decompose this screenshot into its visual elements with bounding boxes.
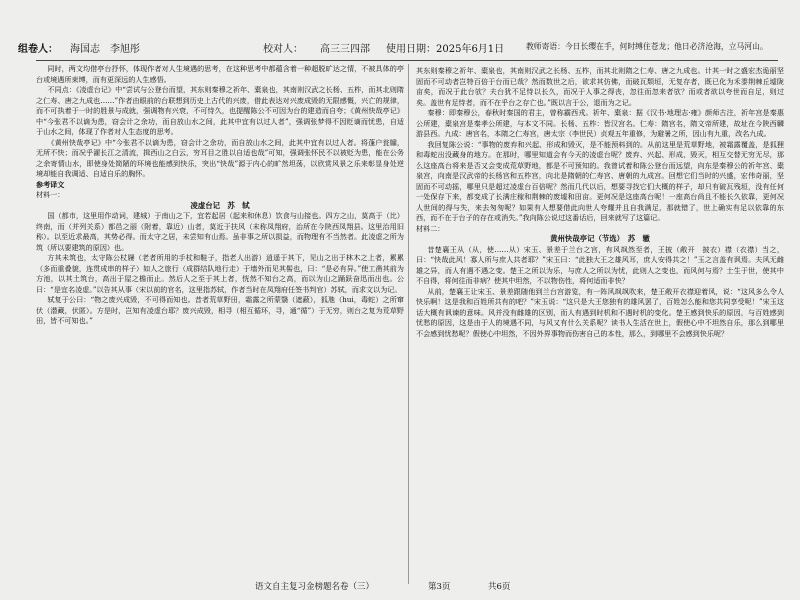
column-divider (408, 64, 409, 584)
usage-date: 使用日期：2025年6月1日 (386, 44, 505, 55)
page-header (18, 40, 788, 56)
translation-paragraph: 从前，楚襄王让宋玉、景差跟随他到兰台宫游览，有一阵风飒飒吹来，楚王敞开衣襟迎着风，说：“这风多么令人快乐啊！这是我和百姓所共有的吧？”宋玉说：“这只是大王您独有的雄风罢了，百姓怎么能和您共同享受呢！”宋玉这话大概有讽谏的意味。风并没有雌雄的区别，而人有遇到时机和不遇时机的变化。楚王感到快乐的原因，与百姓感到忧愁的原因，这是由于人的境遇不同，与风又有什么关系呢？读书人生活在世上，假使心中不坦然自乐，那么到哪里不会感到忧愁呢？假使心中坦然，不因外界事物而伤害自己的本性，那么，到哪里不会感到快乐呢？ (416, 286, 784, 338)
left-column (36, 64, 404, 584)
material-one-title: 凌虚台记 苏 轼 (190, 200, 250, 210)
reference-translation-label: 参考译文 (36, 179, 65, 189)
translation-paragraph: 轼复于公曰：“物之废兴成毁，不可得而知也。昔者荒草野田，霜露之所蒙翳（遮蔽），狐虺（hui，毒蛇）之所窜伏（潜藏，伏匿）。方是时，岂知有凌虚台耶？废兴成毁，相寻（相互循环，寻，通“循”）于无穷，则台之复为荒草野田，皆不可知也。” (36, 295, 404, 325)
annotation-paragraph: 秦穆：即秦穆公，春秋时秦国的君主，曾称霸西戎。祈年、橐泉：据《汉书·地理志·雍》颜师古注，祈年宫是秦惠公所建，橐泉宫是秦孝公所建，与本文不同。长杨、五柞：皆汉宫名。仁寿：隋宫名，隋文帝所建，故址在今陕西麟游县西。九成：唐宫名，本隋之仁寿宫，唐太宗（李世民）贞观五年重修，为避暑之所，因山有九重，改名九成。 (416, 108, 784, 138)
material-two-title: 黄州快哉亭记（节选） 苏 辙 (550, 234, 650, 243)
header-divider (36, 60, 778, 61)
footer-doc-title: 语文自主复习金榜题名卷（三） (255, 582, 375, 592)
group-label: 组卷人： (18, 44, 58, 55)
reviewer: 高三三四部 (320, 44, 370, 55)
analysis-paragraph: 《黄州快哉亭记》中“今张君不以谪为患，窃会计之余功，而自放山水之间，此其中宜有以过人者。将蓬户瓮牖，无所不快；而况乎濯长江之清流，揖西山之白云，穷耳目之胜以自适也哉”可知，强调张怀民不以被贬为患，能在公务之余寄情山水，即使身处简陋的环境也能感到快乐，突出“快哉”源于内心的旷然坦荡，以欣赏风景之乐来彰显身处逆境却能自我调适、自适自乐的胸怀。 (36, 137, 404, 178)
footer-total-pages: 共6页 (488, 582, 511, 592)
authors: 海国志 李旭彤 (70, 44, 140, 55)
analysis-paragraph: 同时，两文均借亭台抒怀，体现作者对人生境遇的思考，在这种思考中都蕴含着一种超脱旷达之情，不被具体的亭台或境遇所束缚，而有更深远的人生感悟。 (36, 64, 404, 84)
text-paragraph: 昔楚襄王从（从，使……从）宋玉、景差于兰台之宫，有风飒然至者，王披（敞开 披衣）襟（衣襟）当之，曰：“快哉此风！寡人所与庶人共者耶？”宋玉曰：“此独大王之雄风耳，庶人安得共之！”玉之言盖有讽焉。夫风无雌雄之异，而人有遇不遇之变。楚王之所以为乐，与庶人之所以为忧，此则人之变也，而风何与焉？士生于世，使其中不自得，将何往而非病？使其中坦然，不以物伤性，将何适而非快？ (416, 244, 784, 285)
translation-paragraph: 方其未筑也，太守陈公杖屦（老者所用的手杖和鞋子，指老人出游）逍遥于其下，见山之出于林木之上者，累累（多而重叠貌，连贯成串的样子）如人之旅行（成群结队地行走）于墙外而见其髻也，曰：“是必有异。”使工凿其前为方池，以其土筑台，高出于屋之檐而止。然后人之至于其上者，恍然不知台之高，而以为山之踊跃奋迅而出也。公曰：“是宜名凌虚。”以告其从事（宋以前的官名，这里指苏轼，作者当时在凤翔府任签书判官）苏轼，而求文以为记。 (36, 253, 404, 294)
text-paragraph: 其东则秦穆之祈年、橐泉也，其南则汉武之长杨、五柞，而其北则隋之仁寿、唐之九成也。计其一时之盛宏杰诡丽坚固而不可动者岂特百倍于台而已哉？然而数世之后，欲求其仿佛，而破瓦颓垣，无复存者，既已化为禾黍荆棘丘墟陇亩矣，而况于此台欤？夫台犹不足恃以长久，而况于人事之得丧，忽往而忽来者欤？而或者欲以夸世而自足，则过矣。盖世有足恃者，而不在乎台之存亡也。”既以言于公，退而为之记。 (416, 66, 784, 107)
teacher-motto: 教师寄语：今日长缨在手，何时缚住苍龙；他日必济沧海，立马河山。 (526, 42, 768, 51)
footer-page-number: 第3页 (428, 582, 451, 592)
right-column (416, 66, 784, 586)
reviewer-label: 校对人： (263, 44, 303, 55)
material-one-label: 材料一： (36, 190, 65, 199)
translation-paragraph: 我回复陈公说：“事物的废弃和兴起、形成和毁灭，是不能预料到的。从前这里是荒草野地，被霜露覆盖，是狐狸和毒蛇出没藏身的地方。在那时，哪里知道会有今天的凌虚台呢？废弃、兴起、形成、毁灭，相互交替无穷无尽，那么这座高台将来是否又会变成荒草野地，都是不可预知的。我曾试着和陈公登台而远望，向东是秦穆公的祈年宫、橐泉宫，向南是汉武帝的长杨宫和五柞宫，向北是隋朝的仁寿宫、唐朝的九成宫。回想它们当时的兴盛，宏伟奇丽，坚固而不可动摇，哪里只是超过凌虚台百倍呢？然而几代以后，想要寻找它们大概的样子，却只有破瓦残垣，没有任何一处保存下来，都变成了长满庄稼和荆棘的废墟和田亩。更何况是这座高台呢！一座高台尚且不能长久依靠，更何况人世间的得与失，来去匆匆呢？如果有人想要借此向世人夸耀并且自我满足，那就错了，世上确实有足以依靠的东西，而不在于台子的存在或消失。”我向陈公说过这番话后，回来就写了这篇记。 (416, 139, 784, 222)
analysis-paragraph: 不同点：《凌虚台记》中“尝试与公登台而望，其东则秦穆之祈年、橐泉也，其南则汉武之长杨、五柞，而其北则隋之仁寿、唐之九成也……”作者由眼前的台联想到历史上古代的兴废，借此表达对兴废成毁的无限感慨，兴亡的规律，而不可执着于一时的胜景与成就，强调物有兴衰，不可恃久，也提醒陈公不可因为台的建造而自夸；《黄州快哉亭记》中“今张君不以谪为患，窃会计之余功，而自放山水之间，此其中宜有以过人者”，强调张梦得不因贬谪而忧患，自适于山水之间，体现了作者对人生态度的思考。 (36, 85, 404, 136)
material-two-label: 材料二： (416, 223, 445, 233)
translation-paragraph: 国（都市，这里用作动词，建城）于南山之下，宜若起居（起来和休息）饮食与山接也。四方之山，莫高于（比）终南，而（并列关系）都邑之丽（附着，靠近）山者，莫近于扶风（末称凤翔府，治所在今陕西凤翔县。这里治用旧称）。以至近求最高，其势必得。而太守之居，未尝知有山焉。虽非事之所以损益，而物理有不当然者。此凌虚之所为筑（所以要建筑的原因）也。 (36, 211, 404, 252)
